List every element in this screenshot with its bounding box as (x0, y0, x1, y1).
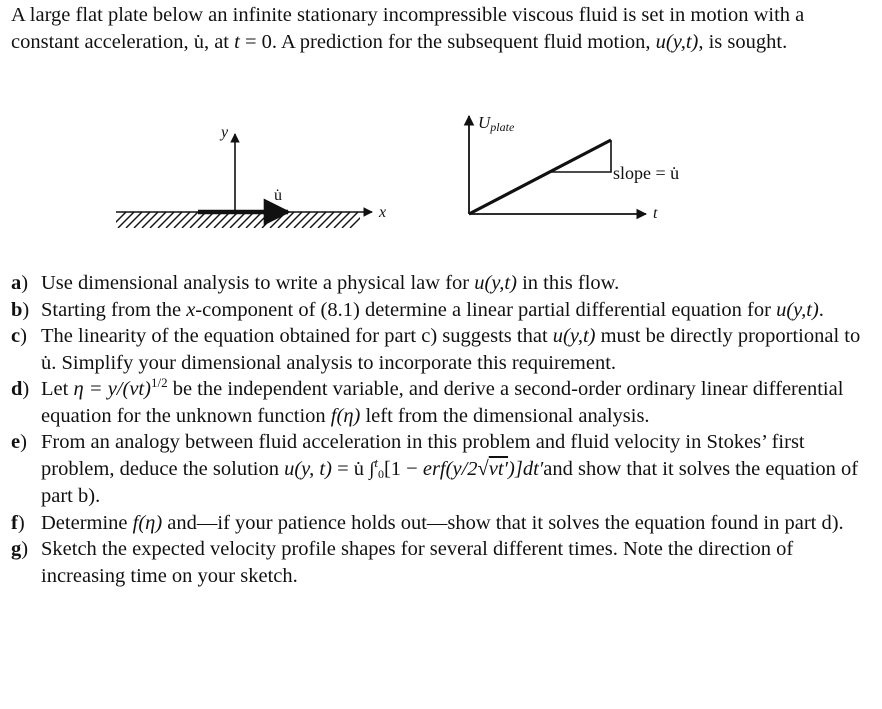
question-f (11, 510, 877, 537)
question-f-func: f(η) (132, 511, 163, 534)
question-f-text-1: Determine (41, 511, 133, 534)
question-c-func: u(y,t) (552, 325, 596, 347)
integrand-part-3: )]dt′ (508, 457, 544, 480)
question-c-text-1: The linearity of the equation obtained for part c) suggests that (41, 325, 553, 347)
question-d (11, 376, 877, 429)
question-e-label: e) (11, 431, 27, 453)
question-e-equals: = u̇ (331, 457, 370, 480)
intro-text-1: A large flat plate below an infinite stationary incompressible viscous fluid is set in motion with a constant acceleration, u̇, at (11, 4, 805, 53)
question-b-text-1: Starting from the (41, 298, 187, 321)
question-a-func: u(y,t) (474, 272, 517, 294)
question-f-label: f) (11, 511, 25, 534)
intro-text-2: = 0. A prediction for the subsequent fluid motion, (239, 30, 656, 53)
question-b-func: u(y,t) (776, 298, 819, 321)
velocity-line (469, 140, 611, 214)
figure-drawing (0, 104, 882, 264)
plate-hatching (110, 212, 366, 228)
intro-text-3: , is sought. (698, 30, 788, 53)
question-list (11, 270, 877, 589)
question-b-x-var: x (186, 298, 196, 321)
left-accel-label: u̇ (274, 187, 282, 204)
question-d-eta-def: η = y/(νt) (73, 378, 151, 400)
question-f-text-2: and—if your patience holds out—show that it solves the equation found in part d). (162, 511, 844, 534)
question-d-text-1: Let (41, 378, 74, 400)
question-a-text-1: Use dimensional analysis to write a physical law for (41, 272, 475, 294)
question-a-text-2: in this flow. (516, 272, 620, 294)
question-g (11, 536, 877, 589)
integral-sign: ∫ (369, 458, 375, 480)
question-d-func: f(η) (330, 404, 361, 427)
question-d-text-2: be the independent variable, and derive a second-order ordinary linear differential equation for the unknown function (41, 378, 844, 427)
integrand-part-1: [1 − (383, 457, 423, 480)
right-y-label-sub: plate (490, 120, 515, 134)
question-a (11, 270, 877, 297)
question-b-label: b) (11, 298, 30, 321)
question-a-label: a) (11, 272, 29, 294)
problem-figure (0, 104, 882, 264)
question-c-text-2: must be directly proportional to u̇. Simplify your dimensional analysis to incorporate this requirement. (41, 325, 861, 374)
question-e-text-2: and show that it solves the equation of part b). (41, 457, 859, 507)
question-g-label: g) (11, 538, 29, 560)
question-b (11, 297, 877, 324)
integral-lower-limit: 0 (377, 466, 384, 481)
right-y-label-main: U (478, 113, 491, 132)
right-x-label: t (653, 205, 658, 222)
question-d-label: d) (11, 378, 30, 400)
question-e-lhs: u(y, t) (284, 457, 332, 480)
slope-label: slope = u̇ (613, 163, 680, 183)
question-e-text-1: From an analogy between fluid acceleration in this problem and fluid velocity in Stokes’ first problem, deduce the solution (41, 431, 805, 480)
question-b-text-2: -component of (8.1) determine a linear partial differential equation for (195, 298, 777, 321)
intro-t-variable: t (234, 30, 240, 53)
integrand-part-2: (y/2√ (445, 457, 489, 480)
problem-intro (11, 2, 873, 55)
intro-function: u(y,t) (655, 30, 699, 53)
question-g-text-1: Sketch the expected velocity profile shapes for several different times. Note the direction of increasing time on your sketch. (41, 538, 794, 587)
question-e (11, 429, 877, 510)
question-d-exponent: 1/2 (150, 375, 168, 390)
integral-upper-limit: t (374, 454, 378, 470)
question-d-text-3: left from the dimensional analysis. (360, 404, 650, 427)
erf-function: erf (422, 457, 446, 480)
question-b-text-3: . (818, 298, 824, 321)
sqrt-body: νt′ (488, 457, 509, 480)
question-c (11, 323, 877, 376)
right-y-label (478, 113, 514, 137)
question-c-label: c) (11, 325, 27, 347)
left-x-label: x (379, 204, 387, 221)
left-y-label: y (221, 124, 229, 141)
